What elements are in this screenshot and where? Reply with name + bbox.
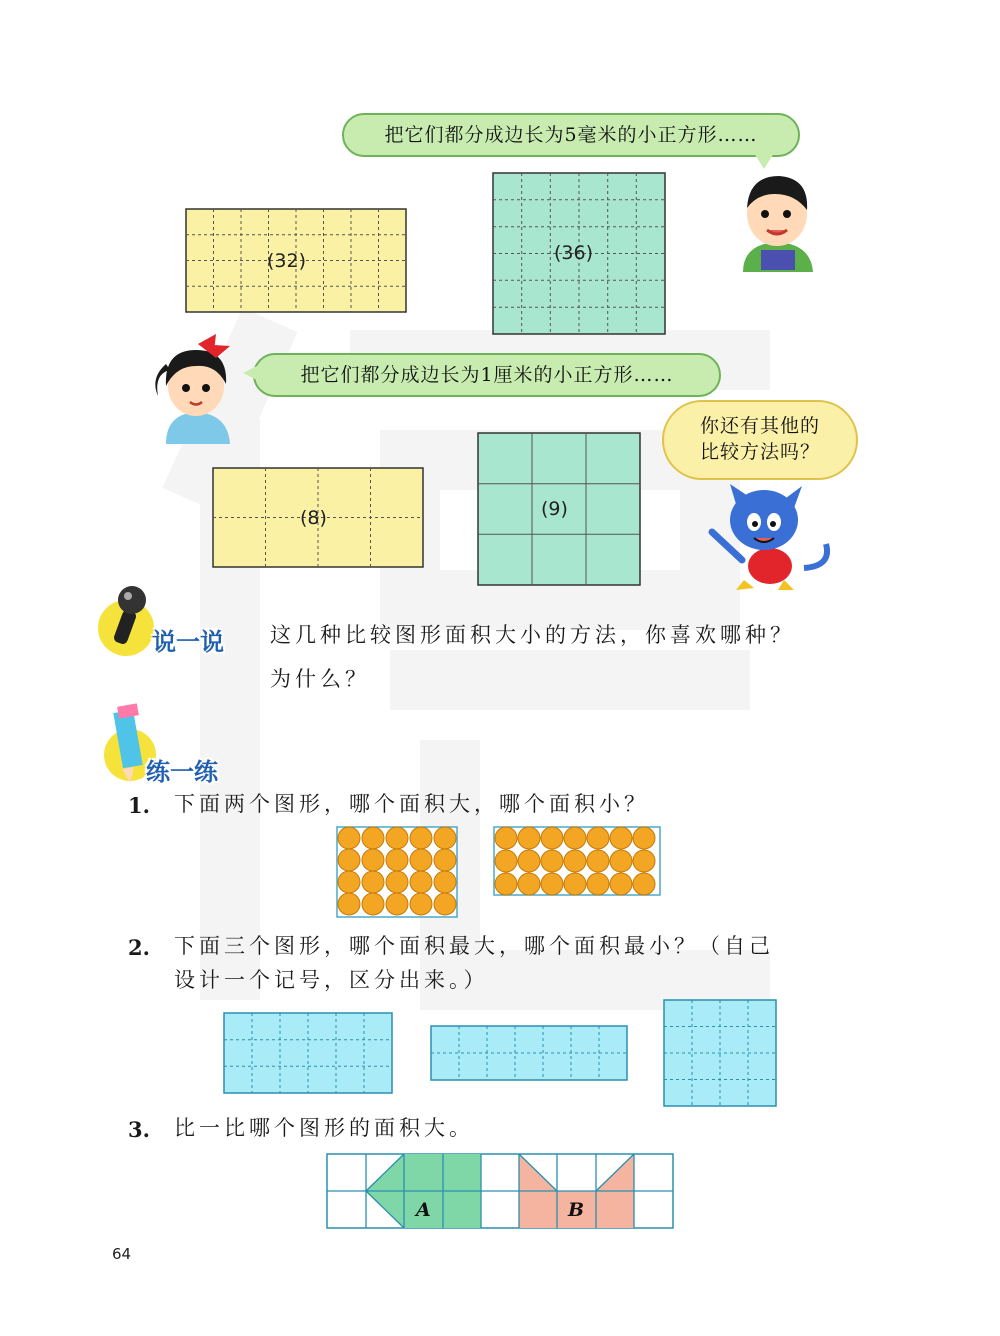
grid-count-label: (36) [554,242,594,264]
coin-rectangle-left [336,826,458,918]
exercise-3-text: 比一比哪个图形的面积大。 [174,1116,474,1140]
exercise-1-number: 1. [128,793,150,818]
girl-speech-text: 把它们都分成边长为1厘米的小正方形…… [300,363,674,386]
blue-grid-rectangle-1 [223,1012,393,1094]
boy-character [735,172,820,272]
shape-b-label: B [568,1199,585,1221]
girl-speech-bubble [253,353,721,397]
shuo-question-line1: 这几种比较图形面积大小的方法，你喜欢哪种？ [270,623,795,647]
grid-count-label: (9) [541,498,568,520]
blue-grid-rectangle-3 [663,999,777,1107]
blue-cat-character [708,484,838,592]
exercise-1-text: 下面两个图形，哪个面积大，哪个面积小？ [174,792,649,816]
grid-count-label: (8) [300,507,327,529]
page-number: 64 [112,1245,132,1263]
boy-speech-text: 把它们都分成边长为5毫米的小正方形…… [384,123,758,146]
boy-speech-bubble [342,113,800,157]
lian-yi-lian-label: 练一练 [146,758,218,786]
exercise-2-text-line1: 下面三个图形，哪个面积最大，哪个面积最小？（自己 [174,934,774,958]
coin-rectangle-right [493,826,661,896]
shape-a-label: A [416,1199,431,1221]
cat-thought-cloud [662,400,858,480]
girl-character [150,334,242,444]
yellow-rectangle-8-squares [212,467,424,568]
exercise-2-number: 2. [128,935,150,960]
exercise-2-text-line2: 设计一个记号，区分出来。） [174,968,489,992]
cat-question-line1: 你还有其他的 [699,415,820,438]
grid-count-label: (32) [267,250,307,272]
exercise-3-number: 3. [128,1117,150,1142]
shuo-question-line2: 为什么？ [270,667,370,691]
shapes-a-b-grid [326,1153,674,1229]
cat-question-line2: 比较方法吗？ [699,441,820,463]
green-square-9-squares [477,432,641,586]
blue-grid-rectangle-2 [430,1025,628,1081]
yellow-rectangle-32-squares [185,208,407,313]
shuo-yi-shuo-label: 说一说 [152,628,224,656]
green-square-36-squares [492,172,666,335]
